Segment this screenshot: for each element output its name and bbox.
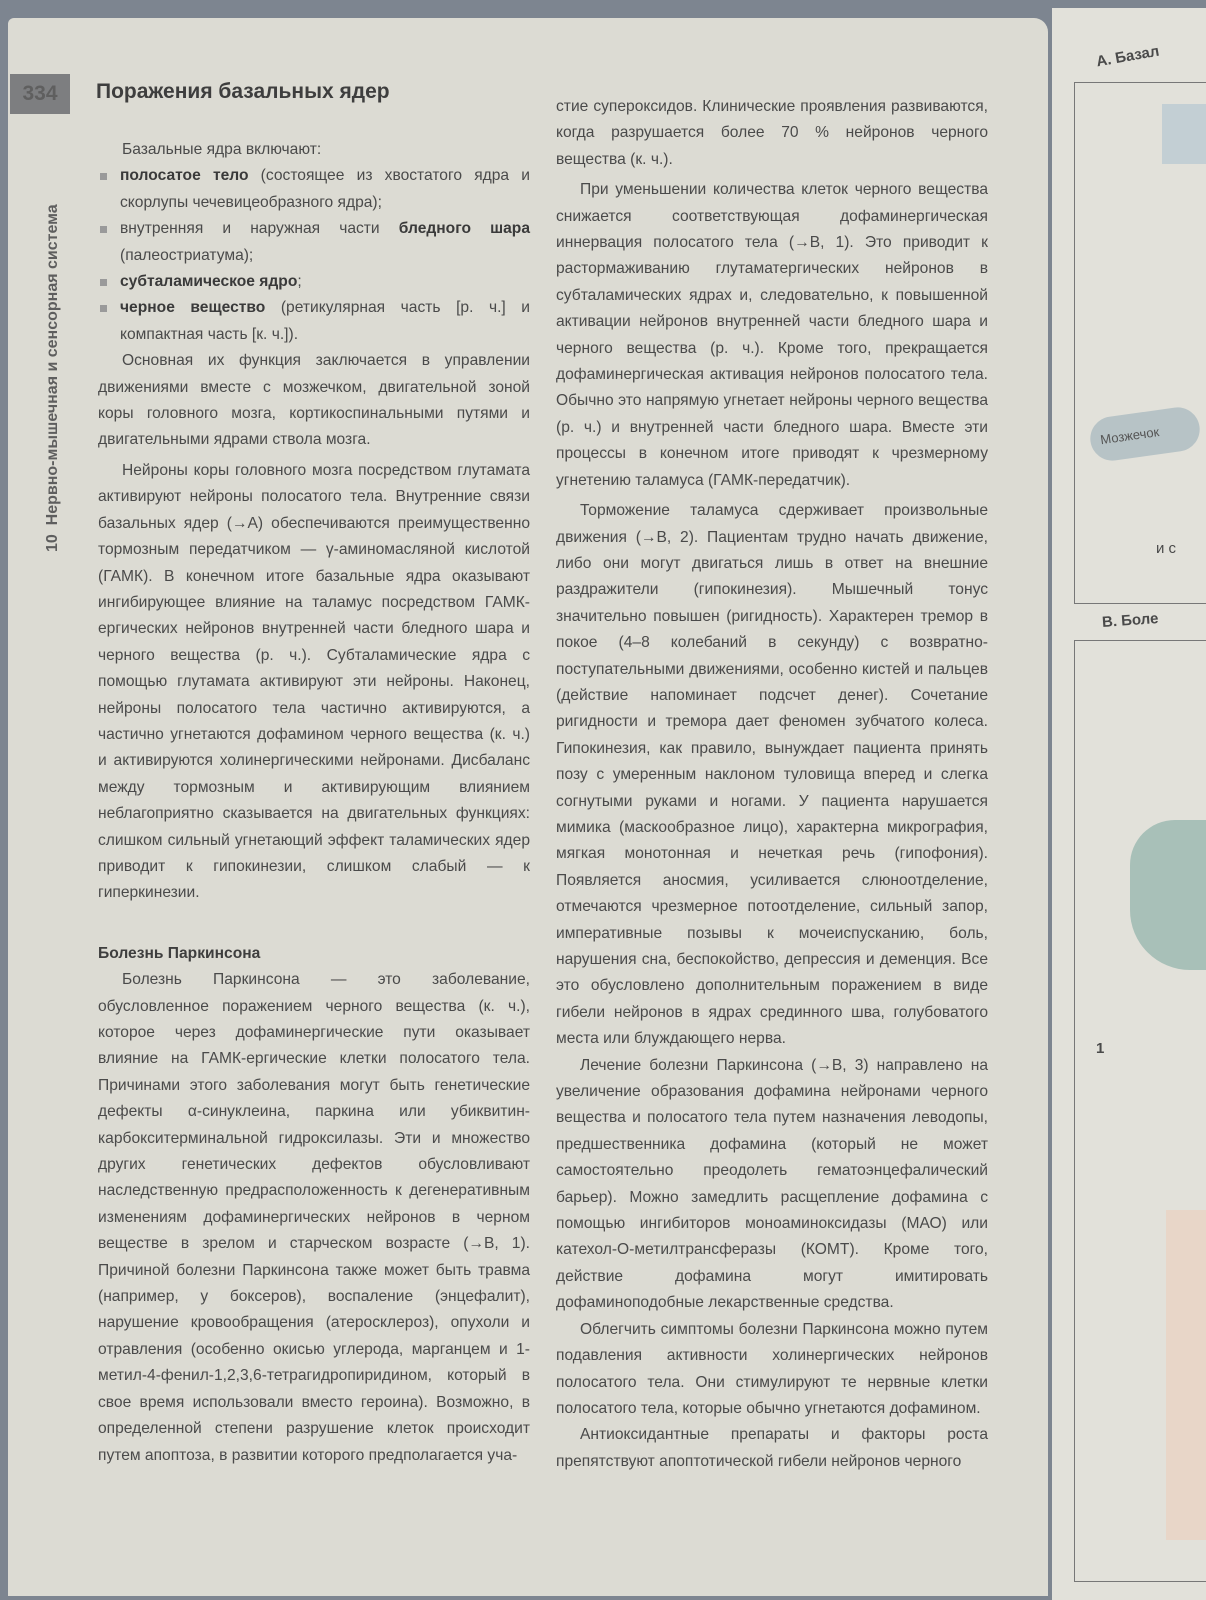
- paragraph: Нейроны коры головного мозга посредством глутамата активируют нейроны полосатого тела. Внутренние связи базальных ядер (→A) обеспечиваются преимущественно тормозным передатчиком — γ-аминомасляной кислотой (ГАМК). В конечном итоге базальные ядра оказывают ингибирующее влияние на таламус посредством ГАМК-ергических нейронов внутренней части бледного шара и черного вещества (р. ч.). Субталамические ядра с помощью глутамата активируют эти нейроны. Наконец, нейроны полосатого тела частично активируются, а частично угнетаются дофамином черного вещества (к. ч.) и активируются холинергическими нейронами. Дисбаланс между тормозным и активирующим влиянием неблагоприятно сказывается на двигательных функциях: слишком сильный угнетающий эффект таламических ядер приводит к гипокинезии, слишком слабый — к гиперкинезии.: [98, 461, 530, 902]
- figure-fragment: и с: [1156, 540, 1177, 557]
- chapter-number: 10: [44, 534, 61, 552]
- bullet-list: [98, 163, 530, 348]
- paragraph: Антиоксидантные препараты и факторы роста препятствуют апоптотической гибели нейронов черного: [556, 1426, 988, 1470]
- figure-b-panel: [1166, 1210, 1206, 1540]
- figure-a-block: [1162, 104, 1206, 164]
- figure-b-label: B. Боле: [1101, 610, 1159, 631]
- paragraph: При уменьшении количества клеток черного вещества снижается соответствующая дофаминергическая иннервация полосатого тела (→B, 1). Это приводит к растормаживанию глутаматергических нейронов в субталамических ядрах и, следовательно, к повышенной активации нейронов внутренней части бледного шара и черного вещества (р. ч.). Кроме того, прекращается дофаминергическая активация нейронов полосатого тела. Обычно это напрямую угнетает нейроны черного вещества (р. ч.) и внутренней части бледного шара. Вместе эти процессы в конечном итоге приводят к чрезмерному угнетению таламуса (ГАМК-передатчик).: [556, 181, 988, 489]
- cerebellum-label: Мозжечок: [1087, 405, 1202, 464]
- page-number: 334: [10, 74, 70, 114]
- section-heading: Болезнь Паркинсона: [98, 944, 261, 962]
- right-column: [556, 94, 988, 1475]
- chapter-sidebar: [44, 204, 62, 552]
- page-title: Поражения базальных ядер: [96, 80, 390, 103]
- left-column: [98, 137, 530, 1469]
- paragraph: стие супероксидов. Клинические проявления развиваются, когда разрушается более 70 % нейронов черного вещества (к. ч.).: [556, 98, 988, 168]
- paragraph: Торможение таламуса сдерживает произвольные движения (→B, 2). Пациентам трудно начать движение, либо они могут двигаться лишь в ответ на внешние раздражители (гипокинезия). Мышечный тонус значительно повышен (ригидность). Характерен тремор в покое (4–8 колебаний в секунду) с возвратно-поступательными движениями, особенно кистей и пальцев (действие напоминает подсчет денег). Сочетание ригидности и тремора дает феномен зубчатого колеса. Гипокинезия, как правило, вынуждает пациента принять позу с умеренным наклоном туловища вперед и слегка согнутыми руками и ногами. У пациента нарушается мимика (маскообразное лицо), характерна микрография, мягкая монотонная и нечеткая речь (гипофония). Появляется аносмия, усиливается слюноотделение, отмечаются чрезмерное потоотделение, сильный запор, императивные позывы к мочеиспусканию, боль, нарушения сна, беспокойство, депрессия и деменция. Все это обусловлено дополнительным поражением в виде гибели нейронов в ядрах срединного шва, голубоватого места или блуждающего нерва.: [556, 502, 988, 1048]
- figure-b-number: 1: [1096, 1040, 1105, 1057]
- list-item: внутренняя и наружная части бледного шара (палеостриатума);: [98, 216, 530, 269]
- figure-a-label: A. Базал: [1095, 42, 1161, 71]
- chapter-title-vertical: Нервно-мышечная и сенсорная система: [44, 204, 61, 526]
- intro-text: Базальные ядра включают:: [122, 141, 322, 158]
- list-item: полосатое тело (состоящее из хвостатого ядра и скорлупы чечевицеобразного ядра);: [98, 163, 530, 216]
- paragraph: Облегчить симптомы болезни Паркинсона можно путем подавления активности холинергических нейронов полосатого тела. Они стимулируют те нервные клетки полосатого тела, которые обычно угнетаются дофамином.: [556, 1320, 988, 1417]
- paragraph: Болезнь Паркинсона — это заболевание, обусловленное поражением черного вещества (к. ч.), которое через дофаминергические пути оказывает влияние на ГАМК-ергические клетки полосатого тела. Причинами этого заболевания могут быть генетические дефекты α-синуклеина, паркина или убиквитин-карбокситерминальной гидроксилазы. Эти и множество других генетических дефектов обусловливают наследственную предрасположенность к дегенеративным изменениям дофаминергических нейронов в черном веществе в зрелом и старческом возрасте (→B, 1). Причиной болезни Паркинсона также может быть травма (например, у боксеров), воспаление (энцефалит), нарушение кровообращения (атеросклероз), опухоли и отравления (особенно окисью углерода, марганцем и 1-метил-4-фенил-1,2,3,6-тетрагидропиридином, который в свое время использовали вместо героина). Возможно, в определенной степени разрушение клеток происходит путем апоптоза, в развитии которого предполагается уча-: [98, 971, 530, 1464]
- list-item: черное вещество (ретикулярная часть [р. ч.] и компактная часть [к. ч.]).: [98, 295, 530, 348]
- paragraph: Основная их функция заключается в управлении движениями вместе с мозжечком, двигательной зоной коры головного мозга, кортикоспинальными путями и двигательными ядрами ствола мозга.: [98, 352, 530, 449]
- paragraph: Лечение болезни Паркинсона (→B, 3) направлено на увеличение образования дофамина нейронами черного вещества и полосатого тела путем назначения леводопы, предшественника дофамина (который не может самостоятельно преодолеть гематоэнцефалический барьер). Можно замедлить расщепление дофамина с помощью ингибиторов моноаминоксидазы (МАО) или катехол-О-метилтрансферазы (КОМТ). Кроме того, действие дофамина могут имитировать дофаминоподобные лекарственные средства.: [556, 1056, 988, 1312]
- list-item: субталамическое ядро;: [98, 269, 530, 295]
